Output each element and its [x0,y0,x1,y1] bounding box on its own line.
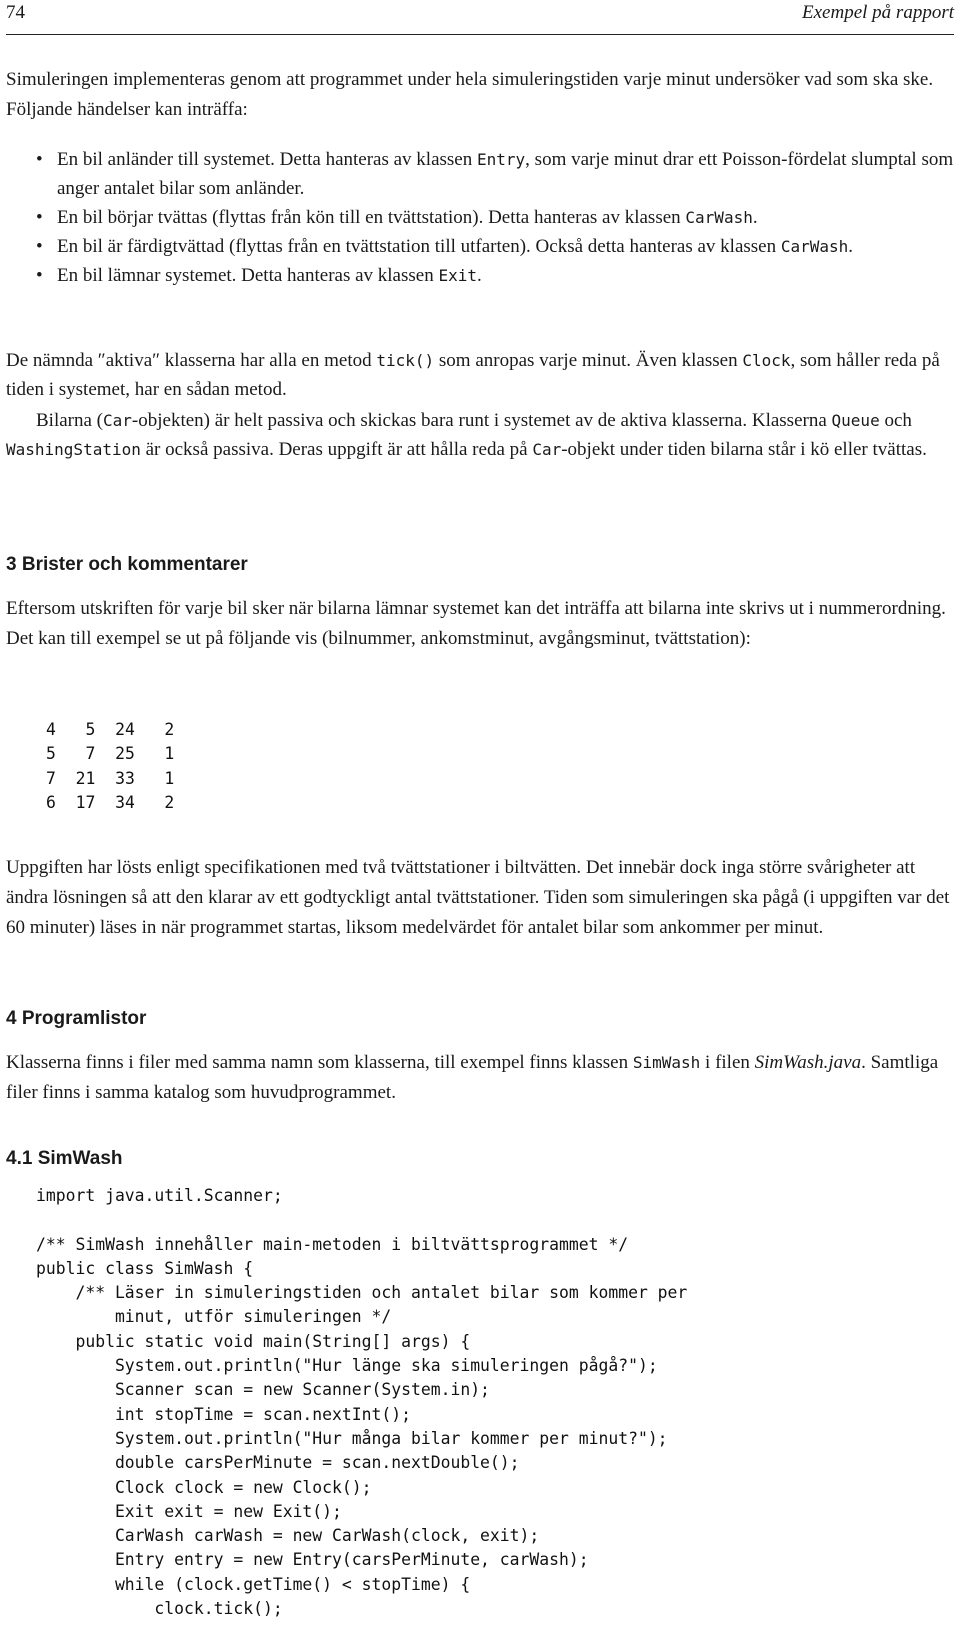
code-listing: import java.util.Scanner; /** SimWash innehåller main-metoden i biltvättsprogrammet */ public class SimWash { /** Läser in simuleringstiden och antalet bilar som kommer per minut, utför simuleringen */ public static void main(String[] args) { System.out.println("Hur länge ska simuleringen pågå?"); Scanner scan = new Scanner(System.in); int stopTime = scan.nextInt(); System.out.println("Hur många bilar kommer per minut?"); double carsPerMinute = scan.nextDouble(); Clock clock = new Clock(); Exit exit = new Exit(); CarWash carWash = new CarWash(clock, exit); Entry entry = new Entry(carsPerMinute, carWash); while (clock.getTime() < stopTime) { clock.tick(); [36,1186,688,1619]
section-3-paragraph-2: Uppgiften har lösts enligt specifikationen med två tvättstationer i biltvätten. Det innebär dock inga större svårigheter att ändra lösningen så att den klarar av ett godtyckligt antal tvättstationer. Tiden som simuleringen ska pågå (i uppgiften var det 60 minuter) läses in när programmet startas, liksom medelvärdet för antalet bilar som ankommer per minut. [6,857,950,938]
intro-paragraph: Simuleringen implementeras genom att programmet under hela simuleringstiden varje minut undersöker vad som ska ske. Följande händelser kan inträffa: [6,69,934,120]
passive-classes-paragraph: Bilarna (Car-objekten) är helt passiva och skickas bara runt i systemet av de aktiva klasserna. Klasserna Queue och WashingStation är också passiva. Deras uppgift är att hålla reda på Car-objekt under tiden bilarna står i kö eller tvättas. [6,410,927,460]
event-item-done-wash: • En bil är färdigtvättad (flyttas från en tvättstation till utfarten). Också detta hanteras av klassen CarWash. [6,232,956,261]
sample-output: 4 5 24 2 5 7 25 1 7 21 33 1 6 17 34 2 [46,720,175,812]
section-4-paragraph: Klasserna finns i filer med samma namn som klasserna, till exempel finns klassen SimWash i filen SimWash.java. Samtliga filer finns i samma katalog som huvudprogrammet. [6,1052,939,1103]
event-item-exit: • En bil lämnar systemet. Detta hanteras av klassen Exit. [6,261,956,290]
event-item-entry: • En bil anländer till systemet. Detta hanteras av klassen Entry, som varje minut drar ett Poisson-fördelat slumptal som anger antalet bilar som anländer. [6,145,956,203]
event-list [6,145,956,290]
bullet-icon: • [36,207,43,228]
section-3-heading: 3 Brister och kommentarer [6,554,248,575]
bullet-icon: • [36,236,43,257]
running-title: Exempel på rapport [802,2,954,23]
page-header [6,0,954,35]
event-item-start-wash: • En bil börjar tvättas (flyttas från kön till en tvättstation). Detta hanteras av klassen CarWash. [6,203,956,232]
active-classes-paragraph: De nämnda ″aktiva″ klasserna har alla en metod tick() som anropas varje minut. Även klassen Clock, som håller reda på tiden i systemet, har en sådan metod. [6,350,940,400]
bullet-icon: • [36,265,43,286]
bullet-icon: • [36,149,43,170]
section-4-1-heading: 4.1 SimWash [6,1148,123,1169]
section-4-heading: 4 Programlistor [6,1008,147,1029]
section-3-paragraph-1: Eftersom utskriften för varje bil sker när bilarna lämnar systemet kan det inträffa att bilarna inte skrivs ut i nummerordning. Det kan till exempel se ut på följande vis (bilnummer, ankomstminut, avgångsminut, tvättstation): [6,598,946,649]
page-number: 74 [6,2,25,23]
